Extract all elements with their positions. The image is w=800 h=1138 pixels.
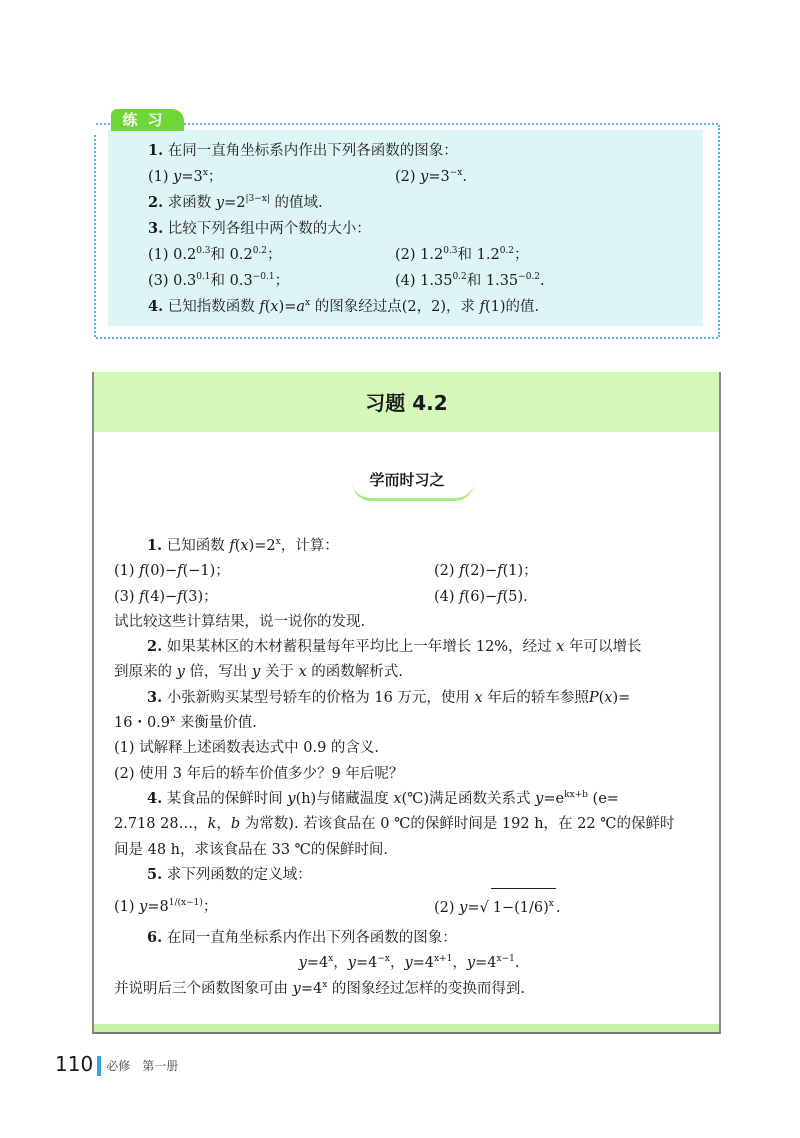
text: 比较下列各组中两个数的大小： <box>163 221 371 237</box>
text: ； <box>202 899 218 916</box>
text: 关于 <box>260 664 299 681</box>
text: (3)； <box>182 588 218 605</box>
exponent: x <box>305 298 311 308</box>
text: (h)与储藏温度 <box>295 790 394 807</box>
question-line <box>114 888 704 926</box>
exponent: x <box>275 537 281 547</box>
text: (1)的值. <box>485 299 540 315</box>
sub-item <box>434 888 560 927</box>
text: 到原来的 <box>114 664 177 681</box>
text: (3) 0.3 <box>148 273 197 289</box>
sub-item <box>148 273 289 289</box>
question-number: 5. <box>147 865 163 883</box>
text: (4) <box>434 588 460 605</box>
page-number: 110 <box>55 1052 94 1076</box>
variable: y <box>535 790 544 807</box>
exponent: −0.1 <box>252 272 275 282</box>
text: 的图象经过点(2，2)，求 <box>310 299 480 315</box>
exponent: −x <box>377 954 390 965</box>
sub-item <box>114 899 217 915</box>
question-line <box>114 585 704 610</box>
text: 来衡量价值. <box>175 715 257 732</box>
variable: x <box>393 790 402 807</box>
exponent: 1/(x−1) <box>168 898 203 909</box>
variable: f <box>497 588 503 605</box>
exponent: x−1 <box>496 954 515 965</box>
text: (1)； <box>502 563 538 580</box>
text: 如果某林区的木材蓄积量每年平均比上一年增长 12%，经过 <box>162 639 557 656</box>
variable: f <box>139 563 145 580</box>
variable: y <box>420 169 429 185</box>
exponent: x <box>170 714 176 725</box>
text: 为常数). 若该食品在 0 ℃的保鲜时间是 192 h，在 22 ℃的保鲜时 <box>240 816 675 833</box>
text: 间是 48 h，求该食品在 33 ℃的保鲜时间. <box>114 841 389 858</box>
variable: f <box>177 588 183 605</box>
text: ( <box>234 538 241 554</box>
question-line <box>114 534 704 559</box>
text: 在同一直角坐标系内作出下列各函数的图象： <box>163 143 458 159</box>
text: (e= <box>587 790 619 807</box>
variable: f <box>229 538 235 554</box>
variable: y <box>404 955 413 972</box>
text: (2) <box>395 169 421 185</box>
question-line <box>114 610 704 635</box>
text: =e <box>543 790 565 807</box>
question-line <box>118 139 698 165</box>
question-line <box>114 660 704 685</box>
sub-item <box>148 169 222 185</box>
sub-item <box>434 559 538 583</box>
formula-line <box>114 951 704 976</box>
text: 的图象经过怎样的变换而得到. <box>327 980 525 997</box>
text: (6)− <box>464 588 498 605</box>
question-line <box>118 165 698 191</box>
text: (1) 试解释上述函数表达式中 0.9 的含义. <box>114 740 380 757</box>
exponent: x <box>548 899 554 910</box>
text: (4)− <box>144 588 178 605</box>
exercise-section <box>92 372 721 1034</box>
text: )= <box>278 299 297 315</box>
question-line <box>114 762 704 787</box>
text: 和 0.2 <box>210 247 253 263</box>
text: )= <box>612 689 631 706</box>
exponent: 0.3 <box>196 246 211 256</box>
sub-item <box>434 585 528 609</box>
text: =4 <box>300 980 323 997</box>
exponent: 0.2 <box>499 246 515 256</box>
practice-tag: 练习 <box>111 109 184 131</box>
question-line <box>114 736 704 761</box>
page-footer <box>55 1052 178 1076</box>
text: (1) <box>148 169 174 185</box>
text: (2) 1.2 <box>395 247 444 263</box>
text: (2) <box>434 900 460 917</box>
sqrt-icon: √ <box>479 900 489 917</box>
text: (1) <box>114 899 140 916</box>
variable: x <box>240 538 249 554</box>
variable: f <box>479 299 485 315</box>
text: =3 <box>181 169 203 185</box>
text: 和 1.2 <box>457 247 500 263</box>
variable: x <box>556 639 565 656</box>
question-number: 6. <box>147 929 163 947</box>
question-line <box>114 926 704 951</box>
variable: k <box>207 816 217 833</box>
variable: y <box>287 790 296 807</box>
variable: y <box>347 955 356 972</box>
text: ( <box>264 299 271 315</box>
text: 的函数解析式. <box>306 664 403 681</box>
text: = <box>467 900 480 917</box>
variable: y <box>298 955 307 972</box>
text: . <box>514 955 520 972</box>
text: =2 <box>224 195 246 211</box>
exponent: x <box>322 979 328 990</box>
text: 并说明后三个函数图象可由 <box>114 980 293 997</box>
text: ； <box>274 273 290 289</box>
practice-questions <box>118 139 698 321</box>
question-number: 1. <box>148 142 164 159</box>
text: 的值域. <box>269 195 323 211</box>
variable: x <box>474 689 483 706</box>
text: ， <box>452 955 467 972</box>
text: 在同一直角坐标系内作出下列各函数的图象： <box>162 930 457 947</box>
question-line <box>114 686 704 711</box>
text: (5). <box>502 588 528 605</box>
text: 试比较这些计算结果，说一说你的发现. <box>114 613 366 630</box>
variable: f <box>459 563 465 580</box>
variable: f <box>259 299 265 315</box>
question-line <box>118 295 698 321</box>
text: 2.718 28…， <box>114 816 208 833</box>
exercise-questions <box>114 534 704 1002</box>
dotted-border-right <box>718 125 720 337</box>
text: ( <box>598 689 605 706</box>
question-number: 3. <box>148 220 164 237</box>
book-title: 必修 第一册 <box>106 1059 179 1073</box>
exercise-subtitle: 学而时习之 <box>369 471 445 489</box>
text: (℃)满足函数关系式 <box>401 790 536 807</box>
text: ； <box>207 169 223 185</box>
question-line <box>114 838 704 863</box>
text: =4 <box>412 955 435 972</box>
variable: y <box>459 900 468 917</box>
text: (−1)； <box>182 563 230 580</box>
text: 年可以增长 <box>564 639 642 656</box>
exponent: x+1 <box>434 954 453 965</box>
text: =4 <box>355 955 378 972</box>
exponent: x <box>328 954 334 965</box>
question-line <box>118 269 698 295</box>
text: 求下列函数的定义域： <box>162 866 312 883</box>
variable: f <box>177 563 183 580</box>
question-number: 1. <box>147 537 163 554</box>
variable: x <box>270 299 279 315</box>
text: 年后的轿车参照 <box>482 689 589 706</box>
variable: P <box>588 689 599 706</box>
variable: y <box>466 955 476 972</box>
variable: x <box>298 664 307 681</box>
text: ， <box>216 816 231 833</box>
question-line <box>114 559 704 584</box>
variable: y <box>215 195 225 211</box>
exponent: 0.2 <box>252 246 268 256</box>
question-number: 2. <box>147 638 163 656</box>
variable: y <box>292 980 301 997</box>
text: 已知指数函数 <box>163 299 260 315</box>
text: ，计算： <box>280 538 339 554</box>
text: ； <box>267 247 282 263</box>
text: 求函数 <box>163 195 216 211</box>
text: 和 1.35 <box>466 273 519 289</box>
sub-item <box>114 563 230 579</box>
exponent: 0.3 <box>443 246 458 256</box>
exercise-title: 习题 4.2 <box>94 372 719 432</box>
text: 已知函数 <box>162 538 230 554</box>
sub-item <box>395 243 529 267</box>
variable: y <box>173 169 182 185</box>
question-number: 3. <box>147 688 163 706</box>
exponent: kx+b <box>564 789 588 800</box>
exponent: −0.2 <box>518 272 541 282</box>
text: ； <box>514 247 529 263</box>
text: =3 <box>428 169 450 185</box>
question-line <box>114 812 704 837</box>
question-line <box>114 863 704 888</box>
question-line <box>114 977 704 1002</box>
variable: f <box>139 588 145 605</box>
text: )=2 <box>248 538 276 554</box>
text: (2) 使用 3 年后的轿车价值多少？9 年后呢？ <box>114 765 404 782</box>
exponent: 0.2 <box>452 272 467 282</box>
variable: y <box>139 899 148 916</box>
text: ， <box>389 955 405 972</box>
text: 倍，写出 <box>184 664 253 681</box>
exercise-bottom-bar <box>94 1024 719 1032</box>
text: 和 0.3 <box>210 273 253 289</box>
text: 16・0.9 <box>114 715 171 732</box>
text: (1) <box>114 563 140 580</box>
variable: a <box>296 299 306 315</box>
question-line <box>114 787 704 812</box>
footer-divider <box>97 1056 101 1076</box>
variable: x <box>604 689 613 706</box>
variable: f <box>497 563 503 580</box>
text: 1−(1/6) <box>492 900 549 917</box>
exponent: x <box>202 168 208 178</box>
question-line <box>114 635 704 660</box>
text: 小张新购买某型号轿车的价格为 16 万元，使用 <box>162 689 475 706</box>
exponent: −x <box>449 168 463 178</box>
question-number: 4. <box>147 789 163 807</box>
variable: f <box>459 588 465 605</box>
text: (3) <box>114 588 140 605</box>
text: (0)− <box>144 563 178 580</box>
text: (1) 0.2 <box>148 247 197 263</box>
text: . <box>462 169 467 185</box>
question-line <box>118 191 698 217</box>
radicand <box>491 888 556 927</box>
text: =4 <box>306 955 329 972</box>
sub-item <box>395 269 545 293</box>
text: . <box>540 273 545 289</box>
text: (4) 1.35 <box>395 273 453 289</box>
question-line <box>118 243 698 269</box>
text: (2) <box>434 563 460 580</box>
question-number: 4. <box>148 298 164 315</box>
question-line <box>118 217 698 243</box>
text: (2)− <box>464 563 498 580</box>
exponent: 0.1 <box>196 272 211 282</box>
text: =4 <box>475 955 497 972</box>
text: . <box>555 900 561 917</box>
text: 某食品的保鲜时间 <box>162 790 288 807</box>
dotted-border-left <box>94 135 96 337</box>
question-number: 2. <box>148 194 164 211</box>
sub-item <box>148 247 282 263</box>
text: =8 <box>147 899 169 916</box>
sub-item <box>395 165 467 189</box>
variable: y <box>252 664 261 681</box>
question-line <box>114 711 704 736</box>
sub-item <box>114 589 218 605</box>
variable: y <box>176 664 185 681</box>
text: ， <box>333 955 348 972</box>
variable: b <box>230 816 241 833</box>
exponent: |3−x| <box>245 194 270 204</box>
